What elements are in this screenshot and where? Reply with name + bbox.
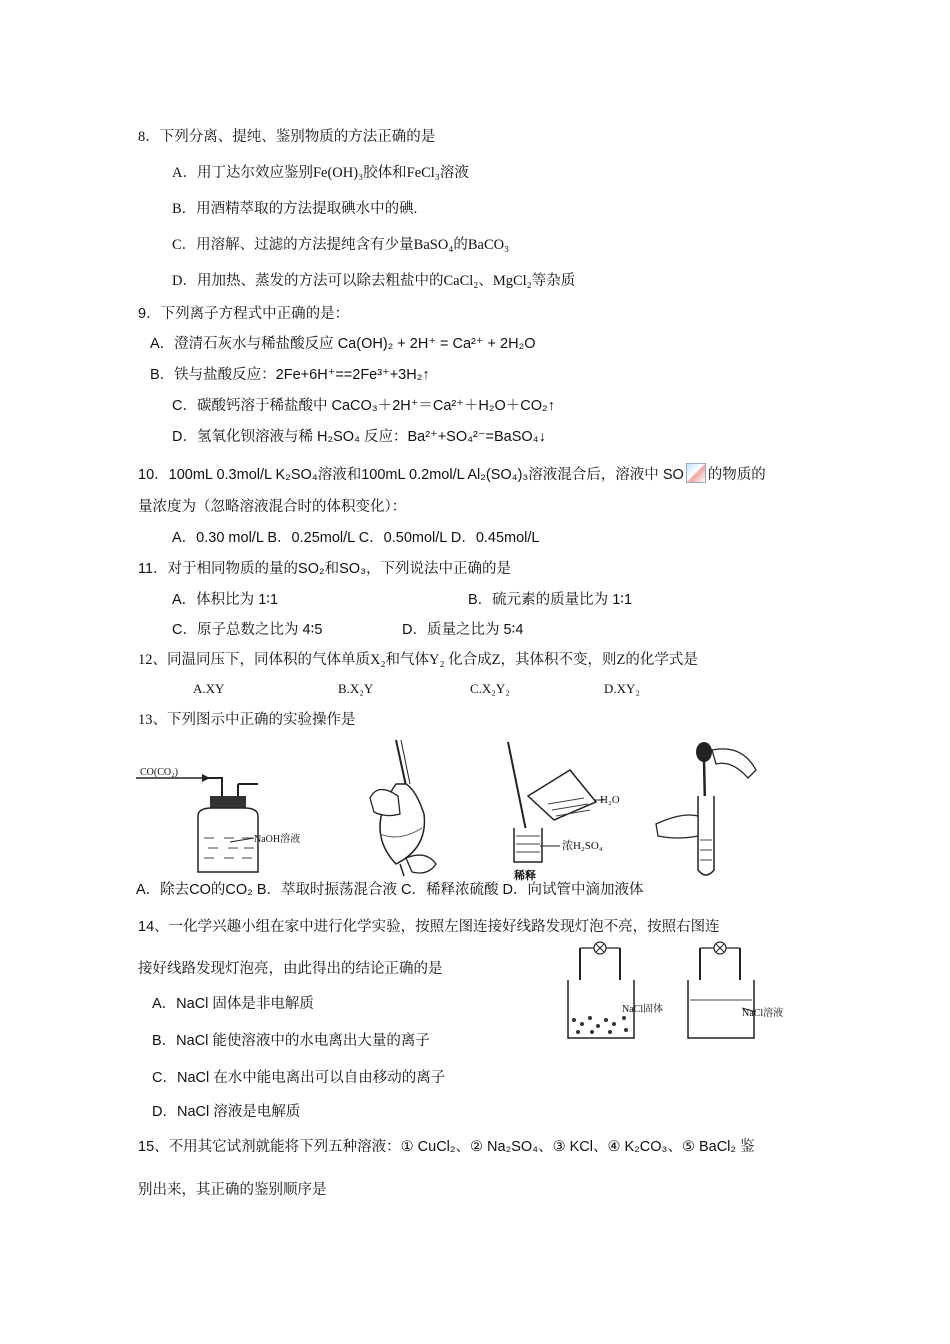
q14-option-d: D．NaCl 溶液是电解质 bbox=[152, 1104, 301, 1120]
gas-label: CO(CO₂) bbox=[140, 767, 178, 778]
q12-option-b: B.X₂Y bbox=[338, 681, 374, 696]
conductivity-figure bbox=[562, 938, 802, 1042]
q12-option-d: D.XY₂ bbox=[604, 681, 640, 696]
q14-stem-line1: 14、一化学兴趣小组在家中进行化学实验，按照左图连接好线路发现灯泡不亮，按照右图连 bbox=[138, 919, 720, 935]
q8-option-a: A．用丁达尔效应鉴别Fe(OH)₃胶体和FeCl₃溶液 bbox=[172, 165, 469, 181]
conc-acid-label: 浓H₂SO₄ bbox=[562, 840, 603, 852]
q11-stem: 11．对于相同物质的量的SO₂和SO₃，下列说法中正确的是 bbox=[138, 561, 511, 577]
water-label: H₂O bbox=[600, 794, 620, 806]
q13-options: A．除去CO的CO₂ B．萃取时振荡混合液 C．稀释浓硫酸 D．向试管中滴加液体 bbox=[136, 882, 644, 898]
q14-option-a: A．NaCl 固体是非电解质 bbox=[152, 996, 314, 1012]
q10-stem-part2: 的物质的 bbox=[707, 467, 766, 483]
q8-option-b: B．用酒精萃取的方法提取碘水中的碘. bbox=[172, 201, 418, 217]
q14-option-c: C．NaCl 在水中能电离出可以自由移动的离子 bbox=[152, 1070, 446, 1086]
q9-option-c: C．碳酸钙溶于稀盐酸中 CaCO₃＋2H⁺＝Ca²⁺＋H₂O＋CO₂↑ bbox=[172, 398, 555, 414]
q8-option-d: D．用加热、蒸发的方法可以除去粗盐中的CaCl₂、MgCl₂等杂质 bbox=[172, 273, 576, 289]
dilute-caption: 稀释 bbox=[514, 870, 536, 882]
q12-option-a: A.XY bbox=[193, 681, 225, 696]
q9-option-d: D．氢氧化钡溶液与稀 H₂SO₄ 反应：Ba²⁺+SO₄²⁻=BaSO₄↓ bbox=[172, 429, 546, 445]
q8-option-c: C．用溶解、过滤的方法提纯含有少量BaSO₄的BaCO₃ bbox=[172, 237, 510, 253]
q11-option-b: B．硫元素的质量比为 1∶1 bbox=[468, 592, 633, 608]
q14-option-b: B．NaCl 能使溶液中的水电离出大量的离子 bbox=[152, 1033, 430, 1049]
nacl-solid-label: NaCl固体 bbox=[622, 1004, 664, 1015]
gas-washing-bottle-figure bbox=[134, 760, 314, 880]
nacl-solution-label: NaCl溶液 bbox=[742, 1008, 784, 1019]
q9-option-b: B．铁与盐酸反应：2Fe+6H⁺==2Fe³⁺+3H₂↑ bbox=[150, 367, 430, 383]
q9-stem: 9．下列离子方程式中正确的是： bbox=[138, 306, 350, 322]
q8-stem: 8．下列分离、提纯、鉴别物质的方法正确的是 bbox=[138, 129, 436, 145]
q12-option-c: C.X₂Y₂ bbox=[470, 681, 510, 696]
q15-stem-line2: 别出来，其正确的鉴别顺序是 bbox=[138, 1182, 327, 1198]
q14-stem-line2: 接好线路发现灯泡亮，由此得出的结论正确的是 bbox=[138, 961, 443, 977]
q10-stem-line2: 量浓度为（忽略溶液混合时的体积变化）： bbox=[138, 499, 407, 515]
q11-option-d: D．质量之比为 5∶4 bbox=[402, 622, 524, 638]
dilution-figure bbox=[500, 740, 640, 880]
dropper-test-tube-figure bbox=[652, 740, 762, 880]
q10-stem-line1 bbox=[138, 463, 766, 485]
q9-option-a: A．澄清石灰水与稀盐酸反应 Ca(OH)₂ + 2H⁺ = Ca²⁺ + 2H₂O bbox=[150, 336, 536, 352]
q11-option-c: C．原子总数之比为 4∶5 bbox=[172, 622, 323, 638]
separatory-funnel-figure bbox=[356, 738, 446, 878]
naoh-solution-label: NaOH溶液 bbox=[254, 834, 301, 845]
q10-options: A．0.30 mol/L B．0.25mol/L C．0.50mol/L D．0.45mol/L bbox=[172, 530, 540, 546]
q13-stem: 13、下列图示中正确的实验操作是 bbox=[138, 712, 356, 728]
sulfate-formula-icon bbox=[686, 463, 706, 483]
q10-stem-part1: 10．100mL 0.3mol/L K₂SO₄溶液和100mL 0.2mol/L Al₂(SO₄)₃溶液混合后，溶液中 SO bbox=[138, 467, 684, 483]
q11-option-a: A．体积比为 1∶1 bbox=[172, 592, 279, 608]
q12-stem: 12、同温同压下，同体积的气体单质X₂和气体Y₂ 化合成Z，其体积不变，则Z的化学式是 bbox=[138, 652, 698, 668]
q15-stem-line1: 15、不用其它试剂就能将下列五种溶液：① CuCl₂、② Na₂SO₄、③ KCl、④ K₂CO₃、⑤ BaCl₂ 鉴 bbox=[138, 1139, 755, 1155]
